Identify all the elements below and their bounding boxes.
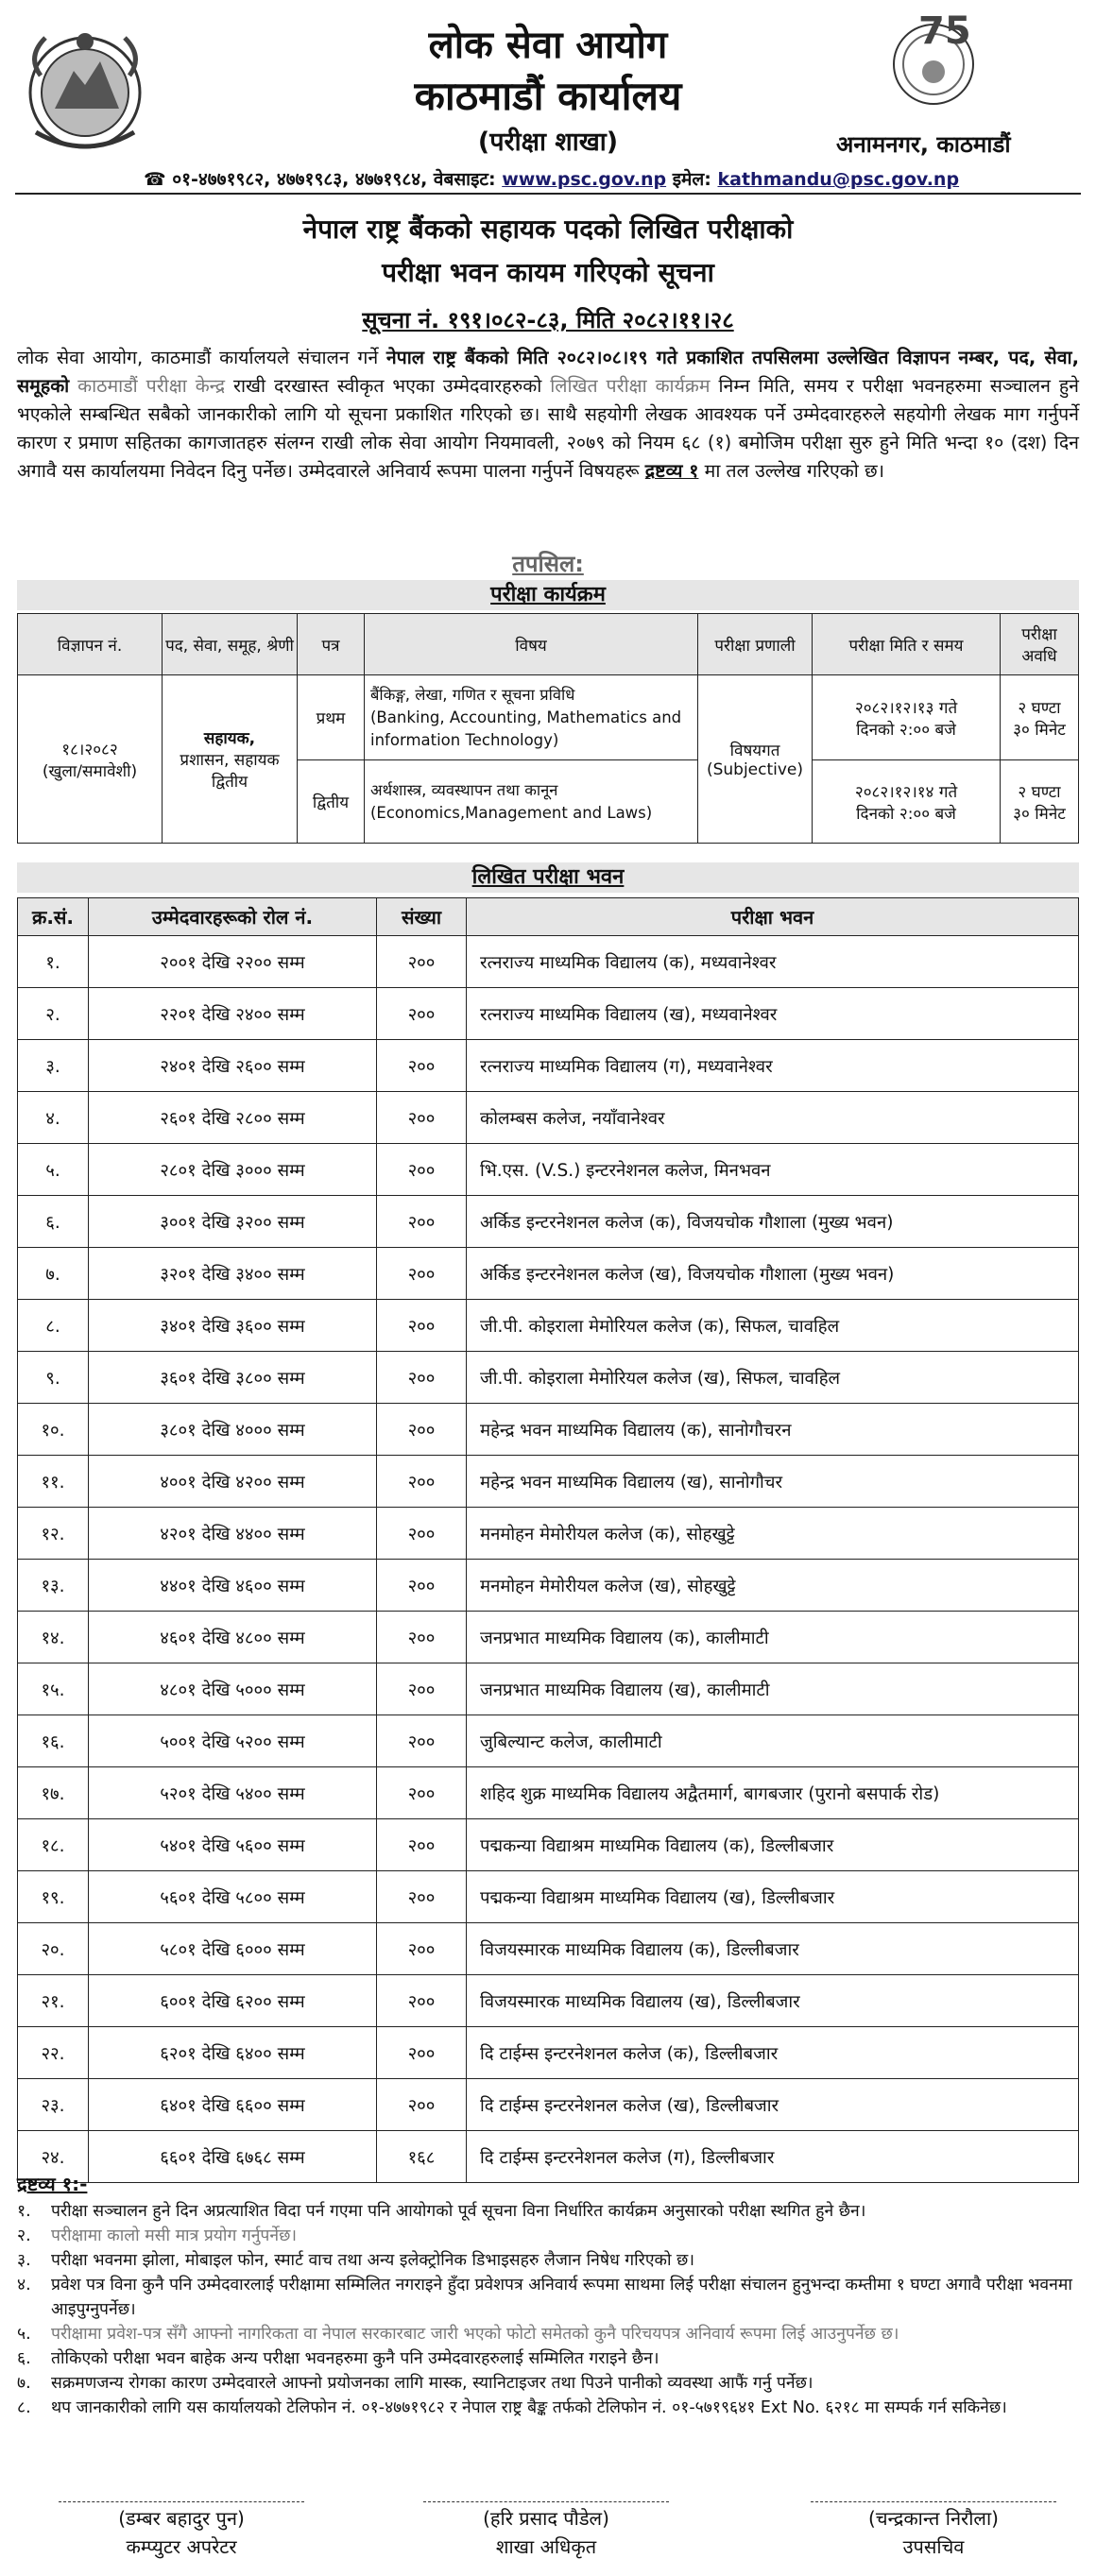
header-rule	[15, 193, 1081, 195]
note-item	[17, 2273, 1079, 2322]
hall-cell: शहिद शुक्र माध्यमिक विद्यालय अद्वैतमार्ग, बागबजार (पुरानो बसपार्क रोड)	[467, 1767, 1079, 1819]
body-rest: निम्न मिति, समय र परीक्षा भवनहरुमा सञ्चालन हुने भएकोले सम्बन्धित सबैको जानकारीको लागि यो सूचना प्रकाशित गरिएको छ। साथै सहयोगी लेखक आवश्यक पर्ने उम्मेदवारहरुले सहयोगी लेखक माग गर्नुपर्ने कारण र प्रमाण सहितका कागजातहरु संलग्न राखी लोक सेवा आयोग नियमावली, २०७९ को नियम ६८ (१) बमोजिम परीक्षा सुरु हुने मिति भन्दा १० (दश) दिन अगावै यस कार्यालयमा निवेदन दिनु पर्नेछ। उम्मेदवारले अनिवार्य रूपमा पालना गर्नुपर्ने विषयहरू	[17, 375, 1079, 482]
col-date-time: परीक्षा मिति र समय	[813, 614, 1001, 675]
table-row	[18, 1508, 1079, 1560]
notice-number: सूचना नं. १९१।०८२-८३, मिति २०८२।११।२८	[362, 307, 734, 333]
hall-cell: महेन्द्र भवन माध्यमिक विद्यालय (क), सानोगौचरन	[467, 1404, 1079, 1456]
note-number: २.	[17, 2226, 31, 2245]
roll-range-cell: ४४०१ देखि ४६०० सम्म	[89, 1560, 377, 1612]
halls-table	[17, 897, 1079, 2183]
roll-range-cell: ५६०१ देखि ५८०० सम्म	[89, 1871, 377, 1923]
signature-name: (चन्द्रकान्त निरौला)	[811, 2501, 1056, 2533]
note-number: ४.	[17, 2276, 31, 2295]
count-cell: २००	[377, 1352, 467, 1404]
roll-range-cell: ५४०१ देखि ५६०० सम्म	[89, 1819, 377, 1871]
table-row	[18, 1404, 1079, 1456]
sn-cell: १७.	[18, 1767, 89, 1819]
roll-range-cell: २८०१ देखि ३००० सम्म	[89, 1144, 377, 1196]
sn-cell: १.	[18, 936, 89, 988]
col-sn: क्र.सं.	[18, 898, 89, 936]
count-cell: २००	[377, 2079, 467, 2131]
hall-cell: विजयस्मारक माध्यमिक विद्यालय (क), डिल्लीबजार	[467, 1923, 1079, 1975]
roll-range-cell: ४८०१ देखि ५००० सम्म	[89, 1663, 377, 1715]
count-cell: १६८	[377, 2131, 467, 2183]
duration-cell: २ घण्टा ३० मिनेट	[1001, 760, 1079, 844]
sn-cell: ५.	[18, 1144, 89, 1196]
duration-cell: २ घण्टा ३० मिनेट	[1001, 675, 1079, 760]
sn-cell: ७.	[18, 1248, 89, 1300]
program-header-row	[18, 614, 1079, 675]
hall-cell: कोलम्बस कलेज, नयाँवानेश्वर	[467, 1092, 1079, 1144]
office-location: अनामनगर, काठमाडौं	[836, 131, 1011, 158]
body-note-ref: द्रष्टव्य १	[644, 460, 699, 482]
subject-cell: अर्थशास्त्र, व्यवस्थापन तथा कानून (Economics,Management and Laws)	[365, 760, 698, 844]
table-row	[18, 2079, 1079, 2131]
count-cell: २००	[377, 1300, 467, 1352]
table-row	[18, 1352, 1079, 1404]
subject-cell: बैंकिङ्ग, लेखा, गणित र सूचना प्रविधि (Banking, Accounting, Mathematics and information Technology)	[365, 675, 698, 760]
hall-cell: रत्नराज्य माध्यमिक विद्यालय (ग), मध्यवानेश्वर	[467, 1040, 1079, 1092]
table-row	[18, 1560, 1079, 1612]
sn-cell: ८.	[18, 1300, 89, 1352]
sn-cell: २१.	[18, 1975, 89, 2027]
count-cell: २००	[377, 1871, 467, 1923]
hall-cell: मनमोहन मेमोरीयल कलेज (क), सोहखुट्टे	[467, 1508, 1079, 1560]
hall-cell: पद्मकन्या विद्याश्रम माध्यमिक विद्यालय (क), डिल्लीबजार	[467, 1819, 1079, 1871]
halls-header-row	[18, 898, 1079, 936]
table-row	[18, 1871, 1079, 1923]
hall-cell: जनप्रभात माध्यमिक विद्यालय (क), कालीमाटी	[467, 1612, 1079, 1663]
count-cell: २००	[377, 1456, 467, 1508]
notice-title-line1: नेपाल राष्ट्र बैंकको सहायक पदको लिखित परीक्षाको	[302, 213, 794, 245]
sn-cell: १२.	[18, 1508, 89, 1560]
hall-cell: विजयस्मारक माध्यमिक विद्यालय (ख), डिल्लीबजार	[467, 1975, 1079, 2027]
body-intro: लोक सेवा आयोग, काठमाडौं कार्यालयले संचालन गर्ने	[17, 347, 386, 368]
sn-cell: २.	[18, 988, 89, 1040]
table-row	[18, 1975, 1079, 2027]
table-row	[18, 1092, 1079, 1144]
note-item	[17, 2371, 1079, 2396]
roll-range-cell: २६०१ देखि २८०० सम्म	[89, 1092, 377, 1144]
note-item	[17, 2199, 1079, 2224]
system-cell: विषयगत (Subjective)	[698, 675, 813, 844]
hall-cell: भि.एस. (V.S.) इन्टरनेशनल कलेज, मिनभवन	[467, 1144, 1079, 1196]
sn-cell: ११.	[18, 1456, 89, 1508]
date-time-cell: २०८२।१२।१३ गते दिनको २:०० बजे	[813, 675, 1001, 760]
hall-cell: अर्किड इन्टरनेशनल कलेज (ख), विजयचोक गौशाला (मुख्य भवन)	[467, 1248, 1079, 1300]
signature-name: (डम्बर बहादुर पुन)	[59, 2501, 304, 2533]
body-bold: नेपाल राष्ट्र बैंकको मिति २०८२।०८।१९ गते प्रकाशित तपसिलमा उल्लेखित विज्ञापन नम्बर, पद, सेवा, समूहको	[17, 347, 1080, 397]
roll-range-cell: ६२०१ देखि ६४०० सम्म	[89, 2027, 377, 2079]
sn-cell: ३.	[18, 1040, 89, 1092]
sn-cell: २२.	[18, 2027, 89, 2079]
halls-section-title: लिखित परीक्षा भवन	[17, 862, 1079, 893]
sn-cell: १५.	[18, 1663, 89, 1715]
sn-cell: १०.	[18, 1404, 89, 1456]
note-number: ५.	[17, 2325, 31, 2344]
hall-cell: पद्मकन्या विद्याश्रम माध्यमिक विद्यालय (ख), डिल्लीबजार	[467, 1871, 1079, 1923]
roll-range-cell: ३४०१ देखि ३६०० सम्म	[89, 1300, 377, 1352]
roll-range-cell: २००१ देखि २२०० सम्म	[89, 936, 377, 988]
signature-block	[423, 2501, 669, 2561]
roll-range-cell: २२०१ देखि २४०० सम्म	[89, 988, 377, 1040]
note-item	[17, 2346, 1079, 2371]
col-system: परीक्षा प्रणाली	[698, 614, 813, 675]
sn-cell: १३.	[18, 1560, 89, 1612]
col-adv-no: विज्ञापन नं.	[18, 614, 163, 675]
hall-cell: जी.पी. कोइराला मेमोरियल कलेज (ख), सिफल, चावहिल	[467, 1352, 1079, 1404]
hall-cell: जी.पी. कोइराला मेमोरियल कलेज (क), सिफल, चावहिल	[467, 1300, 1079, 1352]
roll-range-cell: ३००१ देखि ३२०० सम्म	[89, 1196, 377, 1248]
paper-cell: द्वितीय	[298, 760, 365, 844]
count-cell: २००	[377, 988, 467, 1040]
email-link[interactable]: kathmandu@psc.gov.np	[717, 169, 960, 190]
table-row	[18, 1248, 1079, 1300]
psc-75-years-logo-icon	[877, 8, 990, 111]
count-cell: २००	[377, 1612, 467, 1663]
count-cell: २००	[377, 1404, 467, 1456]
count-cell: २००	[377, 1144, 467, 1196]
count-cell: २००	[377, 1975, 467, 2027]
sn-cell: २०.	[18, 1923, 89, 1975]
count-cell: २००	[377, 1040, 467, 1092]
sn-cell: ६.	[18, 1196, 89, 1248]
sn-cell: १६.	[18, 1715, 89, 1767]
note-item	[17, 2224, 1079, 2248]
count-cell: २००	[377, 1819, 467, 1871]
roll-range-cell: ६००१ देखि ६२०० सम्म	[89, 1975, 377, 2027]
date-time-cell: २०८२।१२।१४ गते दिनको २:०० बजे	[813, 760, 1001, 844]
program-section-title: परीक्षा कार्यक्रम	[17, 580, 1079, 610]
notes-title: द्रष्टव्य १:-	[17, 2173, 88, 2195]
table-row	[18, 1923, 1079, 1975]
hall-cell: जनप्रभात माध्यमिक विद्यालय (ख), कालीमाटी	[467, 1663, 1079, 1715]
count-cell: २००	[377, 1508, 467, 1560]
note-item	[17, 2396, 1079, 2420]
note-text: प्रवेश पत्र विना कुनै पनि उम्मेदवारलाई परीक्षामा सम्मिलित नगराइने हुँदा प्रवेशपत्र अनिवार्य रूपमा साथमा लिई परीक्षा संचालन हुनुभन्दा कम्तीमा १ घण्टा अगावै परीक्षा भवनमा आइपुग्नुपर्नेछ।	[51, 2276, 1072, 2319]
program-table	[17, 613, 1079, 844]
roll-range-cell: ३६०१ देखि ३८०० सम्म	[89, 1352, 377, 1404]
body-center: काठमाडौं परीक्षा केन्द्र	[69, 375, 226, 397]
table-row	[18, 1767, 1079, 1819]
program-row	[18, 675, 1079, 760]
body-end: मा तल उल्लेख गरिएको छ।	[698, 460, 885, 482]
note-text: थप जानकारीको लागि यस कार्यालयको टेलिफोन नं. ०१-४७७१९८२ र नेपाल राष्ट्र बैङ्क तर्फको टेलिफोन नं. ०१-५७१९६४१ Ext No. ६२१८ मा सम्पर्क गर्न सकिनेछ।	[51, 2398, 1007, 2417]
table-row	[18, 1715, 1079, 1767]
roll-range-cell: ३८०१ देखि ४००० सम्म	[89, 1404, 377, 1456]
sn-cell: १९.	[18, 1871, 89, 1923]
col-subject: विषय	[365, 614, 698, 675]
sn-cell: २४.	[18, 2131, 89, 2183]
tapasil-heading: तपसिल:	[512, 551, 584, 577]
col-paper: पत्र	[298, 614, 365, 675]
col-roll: उम्मेदवारहरूको रोल नं.	[89, 898, 377, 936]
contact-line	[144, 166, 959, 191]
table-row	[18, 1612, 1079, 1663]
roll-range-cell: २४०१ देखि २६०० सम्म	[89, 1040, 377, 1092]
roll-range-cell: ३२०१ देखि ३४०० सम्म	[89, 1248, 377, 1300]
col-hall: परीक्षा भवन	[467, 898, 1079, 936]
table-row	[18, 1819, 1079, 1871]
roll-range-cell: ५२०१ देखि ५४०० सम्म	[89, 1767, 377, 1819]
table-row	[18, 988, 1079, 1040]
col-count: संख्या	[377, 898, 467, 936]
note-number: ६.	[17, 2349, 31, 2368]
roll-range-cell: ४६०१ देखि ४८०० सम्म	[89, 1612, 377, 1663]
count-cell: २००	[377, 1196, 467, 1248]
hall-cell: रत्नराज्य माध्यमिक विद्यालय (क), मध्यवानेश्वर	[467, 936, 1079, 988]
note-number: ३.	[17, 2251, 31, 2270]
table-row	[18, 1663, 1079, 1715]
branch-name: (परीक्षा शाखा)	[477, 128, 619, 157]
hall-cell: रत्नराज्य माध्यमिक विद्यालय (ख), मध्यवानेश्वर	[467, 988, 1079, 1040]
table-row	[18, 1144, 1079, 1196]
count-cell: २००	[377, 1560, 467, 1612]
body-mid: राखी दरखास्त स्वीकृत भएका उम्मेदवारहरुको	[225, 375, 551, 397]
roll-range-cell: ६६०१ देखि ६७६८ सम्म	[89, 2131, 377, 2183]
hall-cell: दि टाईम्स इन्टरनेशनल कलेज (ग), डिल्लीबजार	[467, 2131, 1079, 2183]
signature-name: (हरि प्रसाद पौडेल)	[423, 2501, 669, 2533]
hall-cell: दि टाईम्स इन्टरनेशनल कलेज (क), डिल्लीबजार	[467, 2027, 1079, 2079]
table-row	[18, 1456, 1079, 1508]
email-label: इमेल:	[666, 169, 718, 190]
note-text: परीक्षामा प्रवेश-पत्र सँगै आफ्नो नागरिकता वा नेपाल सरकारबाट जारी भएको फोटो समेतको कुनै परिचयपत्र अनिवार्य रूपमा लिई आउनुपर्नेछ छ।	[51, 2325, 899, 2344]
org-name: लोक सेवा आयोग	[428, 24, 668, 67]
sn-cell: ४.	[18, 1092, 89, 1144]
roll-range-cell: ५००१ देखि ५२०० सम्म	[89, 1715, 377, 1767]
phone-numbers: ☎ ०१-४७७१९८२, ४७७१९८३, ४७७१९८४, वेबसाइट:	[144, 169, 503, 190]
col-post: पद, सेवा, समूह, श्रेणी	[163, 614, 298, 675]
roll-range-cell: ४२०१ देखि ४४०० सम्म	[89, 1508, 377, 1560]
note-item	[17, 2322, 1079, 2346]
note-text: सक्रमणजन्य रोगका कारण उम्मेदवारले आफ्नो प्रयोजनका लागि मास्क, स्यानिटाइजर तथा पिउने पानीको व्यवस्था आफैं गर्नु पर्नेछ।	[51, 2374, 813, 2393]
adv-no-cell: १८।२०८२ (खुला/समावेशी)	[18, 675, 163, 844]
notice-body	[17, 344, 1079, 486]
table-row	[18, 1196, 1079, 1248]
signature-title: उपसचिव	[902, 2535, 965, 2558]
post-cell: सहायक, प्रशासन, सहायक द्वितीय	[163, 675, 298, 844]
note-text: परीक्षा सञ्चालन हुने दिन अप्रत्याशित विदा पर्न गएमा पनि आयोगको पूर्व सूचना विना निर्धारित कार्यक्रम अनुसारको परीक्षा स्थगित हुने छैन।	[51, 2202, 866, 2221]
roll-range-cell: ६४०१ देखि ६६०० सम्म	[89, 2079, 377, 2131]
letterhead	[0, 0, 1096, 198]
count-cell: २००	[377, 1767, 467, 1819]
table-row	[18, 1040, 1079, 1092]
hall-cell: जुबिल्यान्ट कलेज, कालीमाटी	[467, 1715, 1079, 1767]
signature-block	[59, 2501, 304, 2561]
count-cell: २००	[377, 1248, 467, 1300]
body-program: लिखित परीक्षा कार्यक्रम	[550, 375, 711, 397]
signature-title: शाखा अधिकृत	[495, 2535, 597, 2558]
hall-cell: दि टाईम्स इन्टरनेशनल कलेज (ख), डिल्लीबजार	[467, 2079, 1079, 2131]
hall-cell: अर्किड इन्टरनेशनल कलेज (क), विजयचोक गौशाला (मुख्य भवन)	[467, 1196, 1079, 1248]
count-cell: २००	[377, 1092, 467, 1144]
notice-title-line2: परीक्षा भवन कायम गरिएको सूचना	[382, 257, 714, 288]
signature-block	[811, 2501, 1056, 2561]
note-number: १.	[17, 2202, 31, 2221]
count-cell: २००	[377, 1663, 467, 1715]
note-number: ७.	[17, 2374, 31, 2393]
count-cell: २००	[377, 936, 467, 988]
note-text: परीक्षा भवनमा झोला, मोबाइल फोन, स्मार्ट वाच तथा अन्य इलेक्ट्रोनिक डिभाइसहरु लैजान निषेध गरिएको छ।	[51, 2251, 694, 2270]
count-cell: २००	[377, 1923, 467, 1975]
table-row	[18, 2131, 1079, 2183]
website-link[interactable]: www.psc.gov.np	[502, 169, 667, 190]
col-duration: परीक्षा अवधि	[1001, 614, 1079, 675]
sn-cell: १४.	[18, 1612, 89, 1663]
table-row	[18, 1300, 1079, 1352]
hall-cell: मनमोहन मेमोरीयल कलेज (ख), सोहखुट्टे	[467, 1560, 1079, 1612]
hall-cell: महेन्द्र भवन माध्यमिक विद्यालय (ख), सानोगौचर	[467, 1456, 1079, 1508]
sn-cell: १८.	[18, 1819, 89, 1871]
signature-title: कम्प्युटर अपरेटर	[126, 2535, 237, 2558]
note-text: परीक्षामा कालो मसी मात्र प्रयोग गर्नुपर्नेछ।	[51, 2226, 297, 2245]
notes-list	[17, 2199, 1079, 2420]
count-cell: २००	[377, 2027, 467, 2079]
note-number: ८.	[17, 2398, 31, 2417]
paper-cell: प्रथम	[298, 675, 365, 760]
count-cell: २००	[377, 1715, 467, 1767]
note-text: तोकिएको परीक्षा भवन बाहेक अन्य परीक्षा भवनहरुमा कुनै पनि उम्मेदवारहरुलाई सम्मिलित गराइने छैन।	[51, 2349, 659, 2368]
roll-range-cell: ५८०१ देखि ६००० सम्म	[89, 1923, 377, 1975]
svg-text:75: 75	[918, 9, 971, 53]
note-item	[17, 2248, 1079, 2273]
sn-cell: २३.	[18, 2079, 89, 2131]
table-row	[18, 936, 1079, 988]
table-row	[18, 2027, 1079, 2079]
sn-cell: ९.	[18, 1352, 89, 1404]
roll-range-cell: ४००१ देखि ४२०० सम्म	[89, 1456, 377, 1508]
office-name: काठमाडौं कार्यालय	[414, 73, 682, 119]
